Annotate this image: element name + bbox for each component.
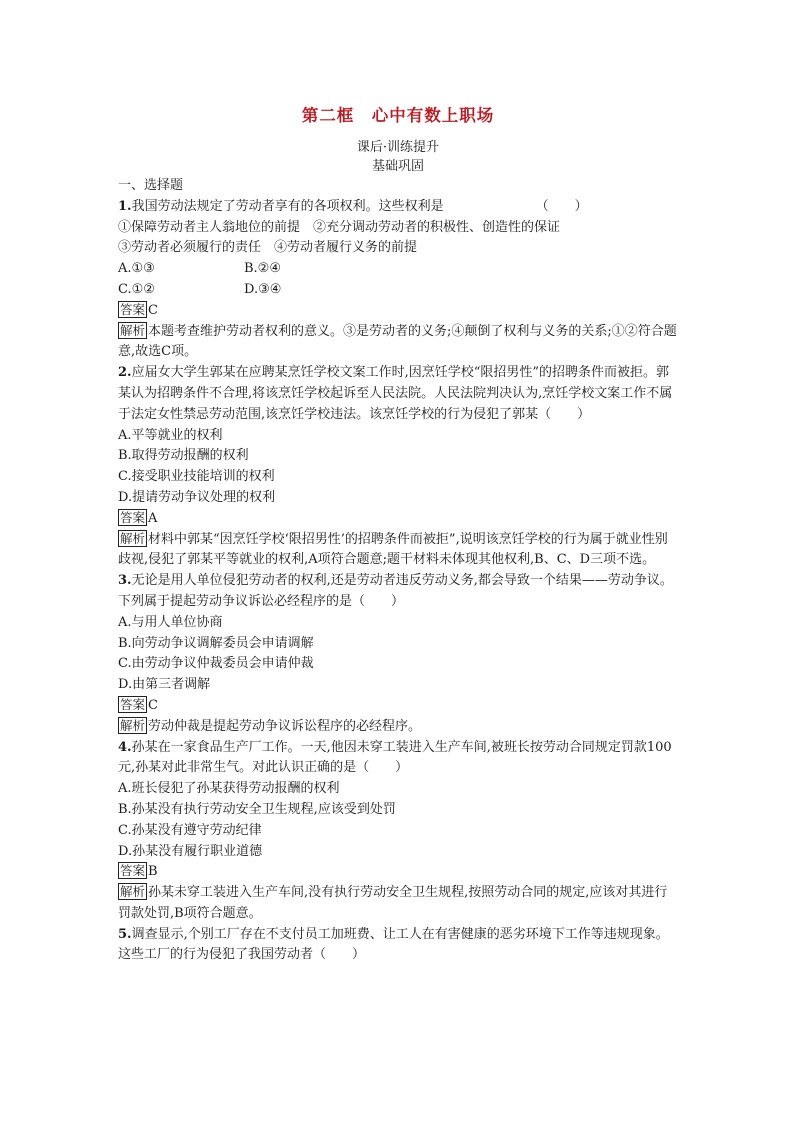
question-3: [118, 571, 678, 613]
q1-items-2: ③劳动者必须履行的责任 ④劳动者履行义务的前提: [118, 240, 418, 256]
q2-answer: [118, 509, 678, 530]
answer-paren: （ ）: [535, 198, 588, 214]
question-number: 3.: [118, 573, 132, 589]
option-c: C.①②: [118, 281, 155, 297]
q4-answer: [118, 862, 678, 883]
question-stem: 我国劳动法规定了劳动者享有的各项权利。这些权利是: [131, 198, 444, 214]
option-a: A.①③: [118, 261, 155, 277]
q3-option-a: A.与用人单位协商: [118, 614, 223, 630]
question-stem: 调查显示,个别工厂存在不支付员工加班费、让工人在有害健康的恶劣环境下工作等违规现象。这些工厂的行为侵犯了我国劳动者（ ）: [118, 926, 669, 963]
question-number: 5.: [118, 926, 132, 942]
answer-label-box: 答案: [120, 696, 146, 712]
subtitle-basic: 基础巩固: [371, 159, 424, 174]
option-b: B.②④: [244, 261, 281, 277]
q2-option-d: D.提请劳动争议处理的权利: [118, 489, 276, 505]
q1-options-cd: [118, 280, 678, 301]
answer-value: A: [148, 510, 158, 526]
q1-answer: [118, 301, 678, 322]
q3-option-c: C.由劳动争议仲裁委员会申请仲裁: [118, 656, 314, 672]
analysis-label-box: 解析: [120, 884, 146, 900]
q1-options-ab: [118, 259, 678, 280]
answer-value: C: [148, 697, 158, 713]
q2-option-a: A.平等就业的权利: [118, 427, 223, 443]
q4-option-a: A.班长侵犯了孙某获得劳动报酬的权利: [118, 781, 340, 797]
question-1: [118, 197, 678, 218]
q4-analysis: [118, 883, 678, 925]
q3-analysis: [118, 717, 678, 738]
question-stem: 孙某在一家食品生产厂工作。一天,他因未穿工装进入生产车间,被班长按劳动合同规定罚款100元,孙某对此非常生气。对此认识正确的是（ ）: [118, 739, 672, 776]
q2-option-b: B.取得劳动报酬的权利: [118, 448, 249, 464]
document-page: [118, 104, 678, 966]
answer-label-box: 答案: [120, 301, 146, 317]
option-d: D.③④: [244, 281, 282, 297]
q4-option-c: C.孙某没有遵守劳动纪律: [118, 822, 262, 838]
subtitle-after-class: 课后·训练提升: [356, 140, 440, 155]
question-2: [118, 363, 678, 425]
q4-option-b: B.孙某没有执行劳动安全卫生规程,应该受到处罚: [118, 801, 396, 817]
section-heading: 一、选择题: [118, 178, 184, 193]
analysis-label-box: 解析: [120, 322, 146, 338]
question-4: [118, 738, 678, 780]
question-stem: 无论是用人单位侵犯劳动者的权利,还是劳动者违反劳动义务,都会导致一个结果——劳动争议。下列属于提起劳动争议诉讼必经程序的是（ ）: [118, 573, 673, 609]
page-title: 第二框 心中有数上职场: [301, 106, 495, 125]
analysis-text: 本题考查维护劳动者权利的意义。③是劳动者的义务;④颠倒了权利与义务的关系;①②符合题意,故选C项。: [118, 323, 677, 360]
answer-label-box: 答案: [120, 863, 146, 879]
question-stem: 应届女大学生郭某在应聘某烹饪学校文案工作时,因烹饪学校“限招男性”的招聘条件而被拒。郭某认为招聘条件不合理,将该烹饪学校起诉至人民法院。人民法院判决认为,烹饪学校文案工作不属于法定女性禁忌劳动范围,该烹饪学校违法。该烹饪学校的行为侵犯了郭某（ ）: [118, 365, 673, 422]
analysis-text: 材料中郭某“因烹饪学校‘限招男性’的招聘条件而被拒”,说明该烹饪学校的行为属于就业性别歧视,侵犯了郭某平等就业的权利,A项符合题意;题干材料未体现其他权利,B、C、D三项不选。: [118, 531, 668, 568]
answer-label-box: 答案: [120, 509, 146, 525]
q3-option-b: B.向劳动争议调解委员会申请调解: [118, 635, 314, 651]
q3-answer: [118, 696, 678, 717]
analysis-text: 劳动仲裁是提起劳动争议诉讼程序的必经程序。: [148, 718, 422, 734]
question-number: 2.: [118, 365, 132, 381]
question-number: 1.: [118, 198, 132, 214]
analysis-text: 孙某未穿工装进入生产车间,没有执行劳动安全卫生规程,按照劳动合同的规定,应该对其进行罚款处罚,B项符合题意。: [118, 885, 668, 921]
question-5: [118, 925, 678, 967]
analysis-label-box: 解析: [120, 530, 146, 546]
q1-items-1: ①保障劳动者主人翁地位的前提 ②充分调动劳动者的积极性、创造性的保证: [118, 219, 561, 235]
analysis-label-box: 解析: [120, 717, 146, 733]
answer-value: B: [148, 864, 158, 880]
q3-option-d: D.由第三者调解: [118, 677, 211, 693]
q1-analysis: [118, 322, 678, 364]
question-number: 4.: [118, 739, 132, 755]
q4-option-d: D.孙某没有履行职业道德: [118, 843, 263, 859]
q2-analysis: [118, 530, 678, 572]
q2-option-c: C.接受职业技能培训的权利: [118, 469, 275, 485]
answer-value: C: [148, 302, 158, 318]
